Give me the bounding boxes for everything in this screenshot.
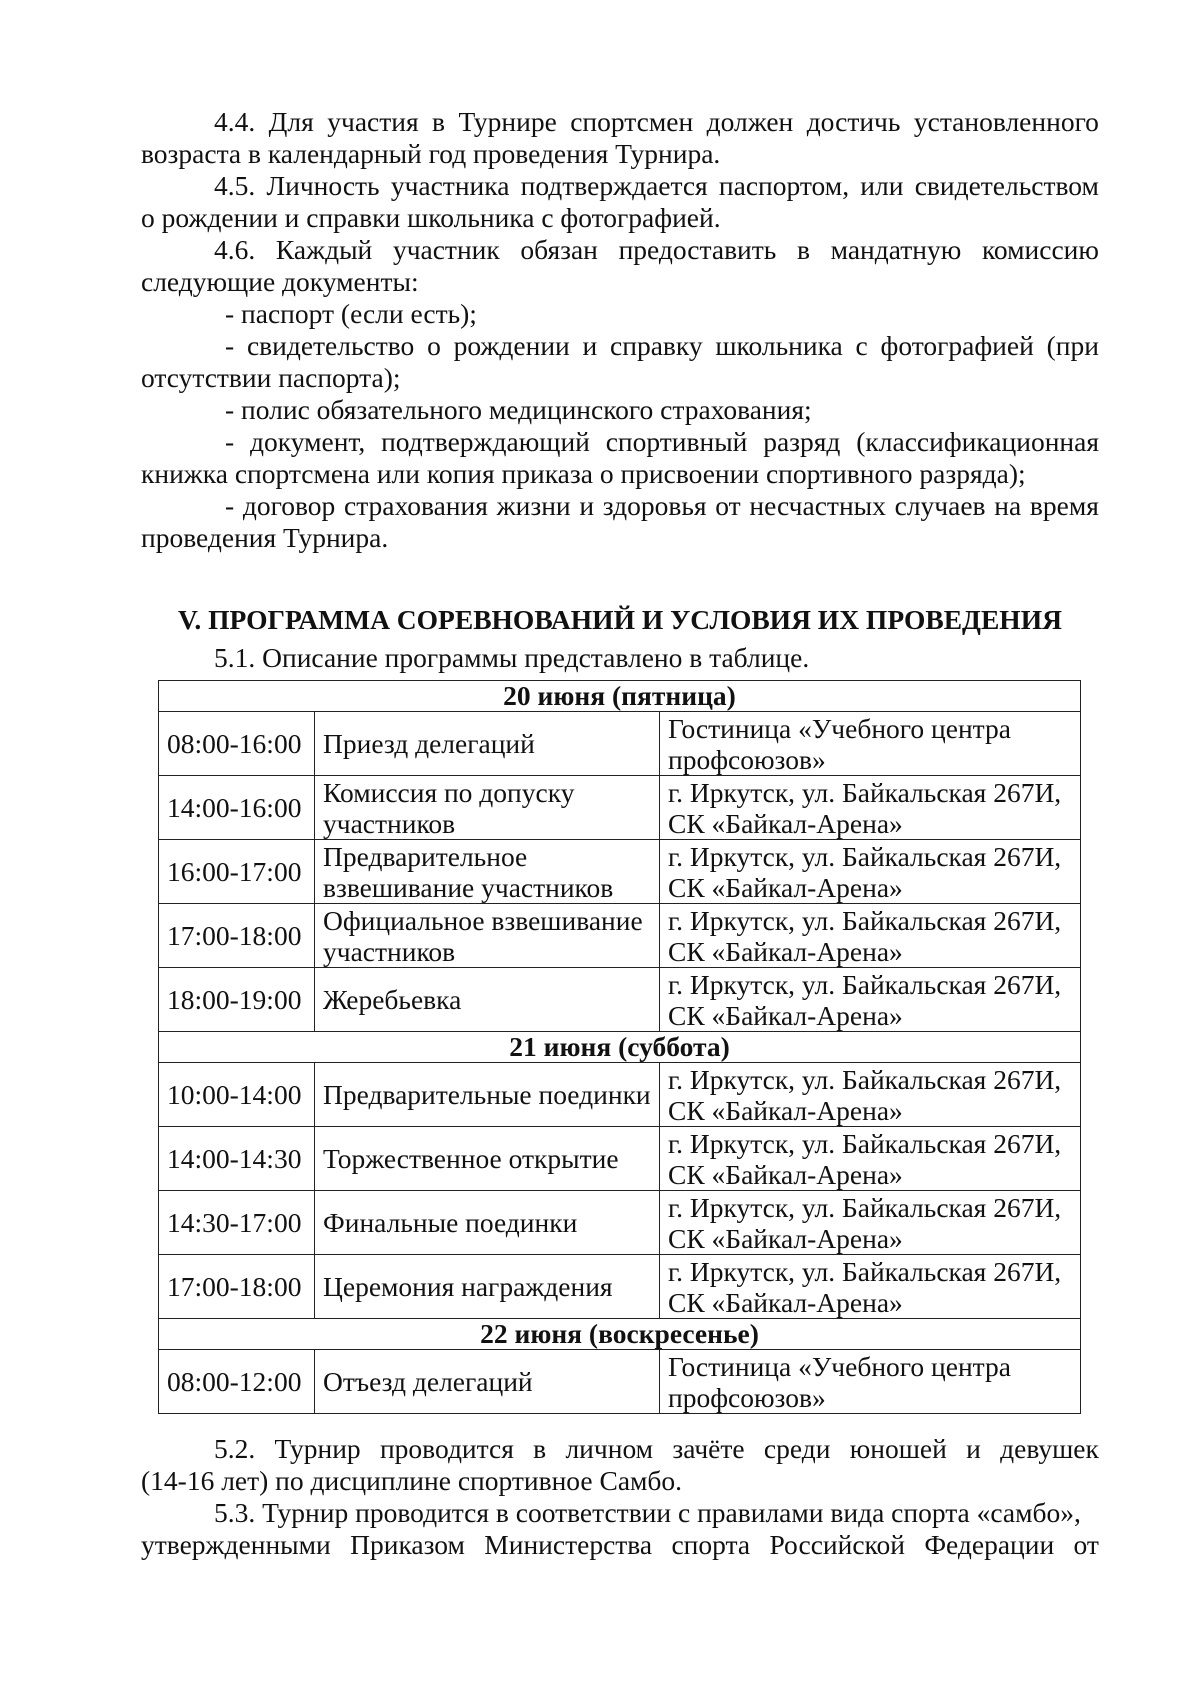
schedule-day-row <box>159 1319 1081 1350</box>
list-item-life-insurance <box>141 490 1099 522</box>
location-cell: г. Иркутск, ул. Байкальская 267И, СК «Байкал-Арена» <box>660 1063 1081 1127</box>
word: Личность <box>266 170 380 201</box>
word: договор <box>242 490 336 521</box>
table-row <box>159 712 1081 776</box>
word: о <box>427 330 441 361</box>
table-row <box>159 968 1081 1032</box>
time-cell: 14:00-16:00 <box>159 776 315 840</box>
paragraph-4-5-cont: о рождении и справки школьника с фотографией. <box>141 202 721 233</box>
list-item-sport-rank-cont: книжка спортсмена или копия приказа о присвоении спортивного разряда); <box>141 458 1026 489</box>
event-cell: Торжественное открытие <box>315 1127 660 1191</box>
word: подтверждающий <box>381 426 590 457</box>
word: спортсмен <box>570 106 694 137</box>
word: в <box>796 234 810 265</box>
list-item-sport-rank <box>141 426 1099 458</box>
time-cell: 18:00-19:00 <box>159 968 315 1032</box>
location-cell: г. Иркутск, ул. Байкальская 267И, СК «Байкал-Арена» <box>660 1127 1081 1191</box>
word: зачёте <box>672 1433 745 1464</box>
word: комиссию <box>981 234 1099 265</box>
word: школьника <box>715 330 843 361</box>
word: спорта <box>671 1529 751 1560</box>
time-cell: 17:00-18:00 <box>159 904 315 968</box>
schedule-day-row <box>159 681 1081 712</box>
paragraph-4-4 <box>141 106 1099 138</box>
event-cell: Приезд делегаций <box>315 712 660 776</box>
word: личном <box>565 1433 654 1464</box>
section-heading: V. ПРОГРАММА СОРЕВНОВАНИЙ И УСЛОВИЯ ИХ ПРОВЕДЕНИЯ <box>178 604 1062 635</box>
word: жизни <box>496 490 571 521</box>
paragraph-5-3-cont <box>141 1529 1099 1561</box>
list-item-passport: - паспорт (если есть); <box>225 298 477 329</box>
word: от <box>1073 1529 1099 1560</box>
word: свидетельством <box>914 170 1099 201</box>
event-cell: Отъезд делегаций <box>315 1350 660 1414</box>
table-row <box>159 1255 1081 1319</box>
time-cell: 08:00-16:00 <box>159 712 315 776</box>
list-item-life-insurance-cont: проведения Турнира. <box>141 522 389 553</box>
paragraph-5-2 <box>141 1433 1099 1465</box>
outro-section <box>141 1433 1099 1561</box>
word: девушек <box>1000 1433 1099 1464</box>
word: юношей <box>849 1433 947 1464</box>
word: достичь <box>806 106 901 137</box>
location-cell: Гостиница «Учебного центра профсоюзов» <box>660 1350 1081 1414</box>
location-cell: г. Иркутск, ул. Байкальская 267И, СК «Байкал-Арена» <box>660 776 1081 840</box>
word: участника <box>390 170 510 201</box>
word: обязан <box>520 234 598 265</box>
word: Турнире <box>458 106 557 137</box>
word: случаев <box>894 490 986 521</box>
time-cell: 16:00-17:00 <box>159 840 315 904</box>
table-row <box>159 1350 1081 1414</box>
intro-section <box>141 106 1099 554</box>
word: Федерации <box>924 1529 1055 1560</box>
time-cell: 17:00-18:00 <box>159 1255 315 1319</box>
word: - <box>225 330 235 361</box>
schedule-day-row <box>159 1032 1081 1063</box>
paragraph-5-2-cont: (14-16 лет) по дисциплине спортивное Самбо. <box>141 1465 683 1496</box>
table-row <box>159 904 1081 968</box>
location-cell: г. Иркутск, ул. Байкальская 267И, СК «Байкал-Арена» <box>660 1255 1081 1319</box>
table-row <box>159 1063 1081 1127</box>
word: 4.4. <box>214 106 256 137</box>
table-row <box>159 1191 1081 1255</box>
day-title: 20 июня (пятница) <box>159 681 1081 712</box>
word: утвержденными <box>141 1529 331 1560</box>
word: 4.5. <box>214 170 256 201</box>
word: должен <box>706 106 794 137</box>
location-cell: г. Иркутск, ул. Байкальская 267И, СК «Байкал-Арена» <box>660 840 1081 904</box>
word: в <box>533 1433 547 1464</box>
paragraph-5-1-block <box>141 642 1099 674</box>
event-cell: Предварительные поединки <box>315 1063 660 1127</box>
time-cell: 14:00-14:30 <box>159 1127 315 1191</box>
word: (при <box>1046 330 1099 361</box>
word: мандатную <box>830 234 962 265</box>
event-cell: Церемония награждения <box>315 1255 660 1319</box>
word: несчастных <box>749 490 886 521</box>
word: в <box>432 106 446 137</box>
location-cell: Гостиница «Учебного центра профсоюзов» <box>660 712 1081 776</box>
word: предоставить <box>618 234 777 265</box>
word: 4.6. <box>214 234 256 265</box>
time-cell: 14:30-17:00 <box>159 1191 315 1255</box>
location-cell: г. Иркутск, ул. Байкальская 267И, СК «Байкал-Арена» <box>660 968 1081 1032</box>
day-title: 21 июня (суббота) <box>159 1032 1081 1063</box>
table-row <box>159 840 1081 904</box>
word: или <box>860 170 904 201</box>
event-cell: Комиссия по допуску участников <box>315 776 660 840</box>
word: Министерства <box>484 1529 653 1560</box>
table-row <box>159 776 1081 840</box>
word: от <box>715 490 741 521</box>
paragraph-4-6 <box>141 234 1099 266</box>
word: документ, <box>249 426 366 457</box>
word: разряд <box>763 426 841 457</box>
word: участник <box>392 234 500 265</box>
word: и <box>579 490 595 521</box>
word: - <box>225 426 235 457</box>
word: подтверждается <box>520 170 708 201</box>
location-cell: г. Иркутск, ул. Байкальская 267И, СК «Байкал-Арена» <box>660 904 1081 968</box>
word: фотографией <box>880 330 1034 361</box>
event-cell: Официальное взвешивание участников <box>315 904 660 968</box>
paragraph-4-6-cont: следующие документы: <box>141 266 419 297</box>
word: страхования <box>344 490 488 521</box>
paragraph-5-3: 5.3. Турнир проводится в соответствии с правилами вида спорта «самбо», <box>214 1497 1081 1528</box>
schedule-table <box>158 680 1081 1414</box>
day-title: 22 июня (воскресенье) <box>159 1319 1081 1350</box>
word: на <box>994 490 1022 521</box>
list-item-birth-certificate <box>141 330 1099 362</box>
word: и <box>966 1433 981 1464</box>
word: среди <box>763 1433 831 1464</box>
word: с <box>855 330 868 361</box>
word: Приказом <box>350 1529 465 1560</box>
word: - <box>225 490 235 521</box>
list-item-insurance-policy: - полис обязательного медицинского страхования; <box>225 394 812 425</box>
time-cell: 08:00-12:00 <box>159 1350 315 1414</box>
word: установленного <box>913 106 1099 137</box>
word: (классификационная <box>856 426 1099 457</box>
word: Для <box>268 106 314 137</box>
word: паспортом, <box>718 170 850 201</box>
word: Каждый <box>275 234 373 265</box>
word: проводится <box>379 1433 514 1464</box>
paragraph-4-5 <box>141 170 1099 202</box>
location-cell: г. Иркутск, ул. Байкальская 267И, СК «Байкал-Арена» <box>660 1191 1081 1255</box>
word: Российской <box>769 1529 905 1560</box>
word: и <box>582 330 598 361</box>
word: рождении <box>453 330 570 361</box>
word: здоровья <box>602 490 707 521</box>
list-item-birth-certificate-cont: отсутствии паспорта); <box>141 362 401 393</box>
time-cell: 10:00-14:00 <box>159 1063 315 1127</box>
word: справку <box>610 330 703 361</box>
word: свидетельство <box>246 330 415 361</box>
event-cell: Предварительное взвешивание участников <box>315 840 660 904</box>
word: 5.2. <box>214 1433 256 1464</box>
paragraph-5-1: 5.1. Описание программы представлено в таблице. <box>214 642 810 673</box>
table-row <box>159 1127 1081 1191</box>
word: время <box>1029 490 1099 521</box>
word: участия <box>327 106 419 137</box>
paragraph-4-4-cont: возраста в календарный год проведения Турнира. <box>141 138 721 169</box>
word: Турнир <box>274 1433 361 1464</box>
event-cell: Жеребьевка <box>315 968 660 1032</box>
event-cell: Финальные поединки <box>315 1191 660 1255</box>
word: спортивный <box>605 426 748 457</box>
